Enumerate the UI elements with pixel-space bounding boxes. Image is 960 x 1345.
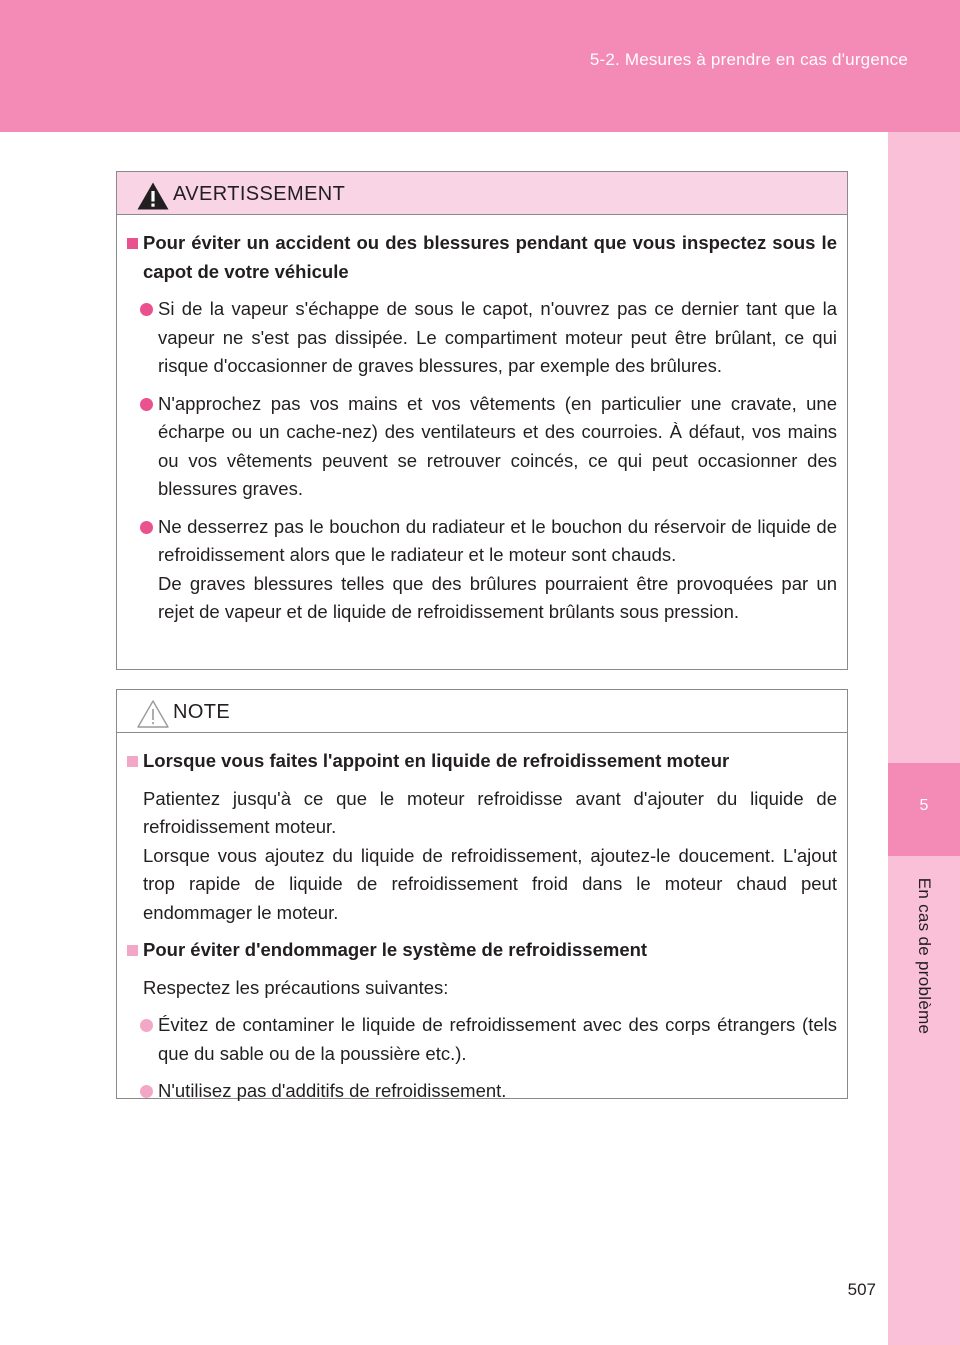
note-body: [117, 733, 847, 1106]
warning-bullet: Si de la vapeur s'échappe de sous le capot, n'ouvrez pas ce dernier tant que la vapeur ne s'est pas dissipée. Le compartiment moteur peut être brûlant, ce qui risque d'occasionner de graves blessures, par exemple des brûlures.: [127, 295, 837, 381]
chapter-tab: [888, 763, 960, 856]
note-box-header: [117, 690, 847, 733]
chapter-number: 5: [919, 797, 929, 814]
warning-bullet-continuation: De graves blessures telles que des brûlures pourraient être provoquées par un rejet de vapeur et de liquide de refroidissement brûlants sous pression.: [158, 572, 837, 622]
square-bullet-icon: [127, 756, 138, 767]
warning-box-header: [117, 172, 847, 215]
warning-bullet: N'approchez pas vos mains et vos vêtements (en particulier une cravate, une écharpe ou un cache-nez) des ventilateurs et des courroies. À défaut, vos mains ou vos vêtements peuvent se retrouver coincés, ce qui peut occasionner des blessures graves.: [127, 390, 837, 504]
note-bullet: N'utilisez pas d'additifs de refroidissement.: [127, 1077, 837, 1106]
round-bullet-icon: [140, 303, 153, 316]
note-title: NOTE: [173, 701, 231, 723]
warning-triangle-icon: [136, 181, 170, 211]
round-bullet-icon: [140, 1085, 153, 1098]
round-bullet-icon: [140, 1019, 153, 1032]
warning-box: [116, 171, 848, 670]
round-bullet-icon: [140, 521, 153, 534]
warning-body: [117, 215, 847, 627]
chapter-label: En cas de problème: [915, 877, 934, 1035]
side-strip: [888, 132, 960, 1345]
note-paragraph: Lorsque vous ajoutez du liquide de refroidissement, ajoutez-le doucement. L'ajout trop rapide de liquide de refroidissement froid dans le moteur chaud peut endommager le moteur.: [143, 844, 837, 923]
caution-triangle-icon: [136, 699, 170, 729]
section-header-title: 5-2. Mesures à prendre en cas d'urgence: [589, 50, 908, 69]
round-bullet-icon: [140, 398, 153, 411]
note-box: [116, 689, 848, 1099]
warning-section-title: Pour éviter un accident ou des blessures pendant que vous inspectez sous le capot de votre véhicule: [127, 229, 837, 286]
note-paragraph: Patientez jusqu'à ce que le moteur refroidisse avant d'ajouter du liquide de refroidissement moteur.: [143, 787, 837, 837]
note-section-title: Pour éviter d'endommager le système de refroidissement: [127, 936, 837, 965]
warning-bullet: Ne desserrez pas le bouchon du radiateur et le bouchon du réservoir de liquide de refroidissement alors que le radiateur et le moteur sont chauds.: [127, 513, 837, 570]
square-bullet-icon: [127, 238, 138, 249]
warning-title: AVERTISSEMENT: [173, 183, 346, 205]
note-paragraph: Respectez les précautions suivantes:: [143, 976, 449, 998]
note-section-title: Lorsque vous faites l'appoint en liquide de refroidissement moteur: [127, 747, 837, 776]
note-bullet: Évitez de contaminer le liquide de refroidissement avec des corps étrangers (tels que du sable ou de la poussière etc.).: [127, 1011, 837, 1068]
page-number: 507: [847, 1280, 876, 1299]
square-bullet-icon: [127, 945, 138, 956]
